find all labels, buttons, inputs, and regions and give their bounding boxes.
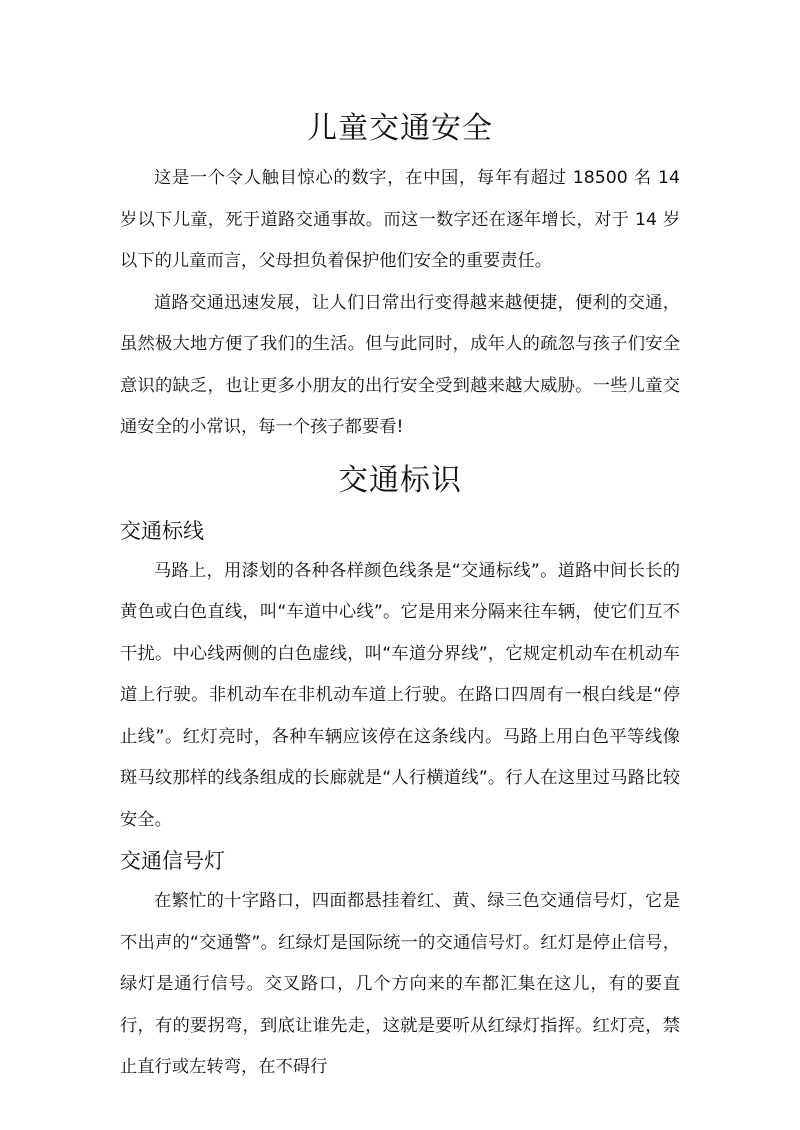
subsection-heading-signals: 交通信号灯 [120, 849, 225, 873]
page-title: 儿童交通安全 [307, 111, 493, 146]
intro-paragraph-2: 道路交通迅速发展，让人们日常出行变得越来越便捷，便利的交通，虽然极大地方便了我们的生活。但与此同时，成年人的疏忽与孩子们安全意识的缺乏，也让更多小朋友的出行安全受到越来越大威胁。一些儿童交通安全的小常识，每一个孩子都要看! [120, 292, 680, 437]
intro-paragraph-1: 这是一个令人触目惊心的数字，在中国，每年有超过 18500 名 14 岁以下儿童，死于道路交通事故。而这一数字还在逐年增长，对于 14 岁以下的儿童而言，父母担负着保护他们安全的重要责任。 [120, 168, 680, 271]
subsection-text-markings: 马路上，用漆划的各种各样颜色线条是“交通标线”。道路中间长长的黄色或白色直线，叫“车道中心线”。它是用来分隔来往车辆，使它们互不干扰。中心线两侧的白色虚线，叫“车道分界线”，它规定机动车在机动车道上行驶。非机动车在非机动车道上行驶。在路口四周有一根白线是“停止线”。红灯亮时，各种车辆应该停在这条线内。马路上用白色平等线像斑马纹那样的线条组成的长廊就是“人行横道线”。行人在这里过马路比较安全。 [120, 560, 680, 830]
subsection-heading-markings: 交通标线 [120, 518, 204, 543]
document-content [120, 103, 680, 1089]
section-title: 交通标识 [338, 462, 462, 498]
subsection-text-signals: 在繁忙的十字路口，四面都悬挂着红、黄、绿三色交通信号灯，它是不出声的“交通警”。红绿灯是国际统一的交通信号灯。红灯是停止信号，绿灯是通行信号。交叉路口，几个方向来的车都汇集在这儿，有的要直行，有的要拐弯，到底让谁先走，这就是要听从红绿灯指挥。红灯亮，禁止直行或左转弯，在不碍行 [120, 891, 680, 1077]
